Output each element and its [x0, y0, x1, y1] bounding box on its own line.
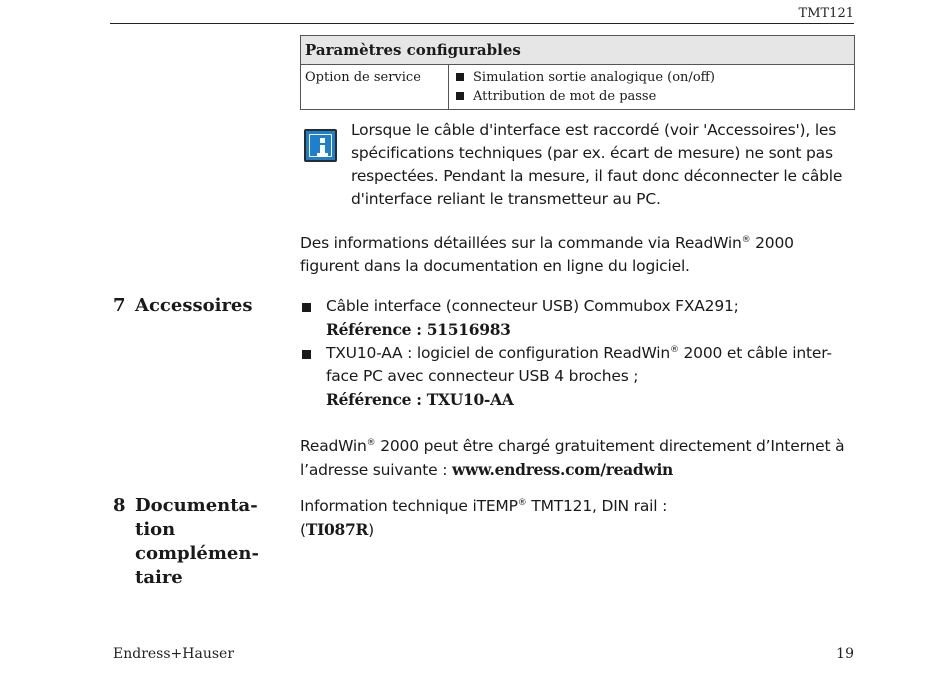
download-paragraph: [300, 435, 856, 482]
registered-mark: ®: [669, 344, 679, 355]
section-title-line: taire: [135, 567, 183, 588]
accessory-text: Câble interface (connecteur USB) Commubox FXA291;: [326, 297, 739, 315]
download-text: ReadWin: [300, 437, 367, 455]
registered-mark: ®: [517, 497, 527, 508]
row-label: Option de service: [301, 65, 449, 110]
registered-mark: ®: [366, 437, 376, 448]
info-note: [300, 119, 855, 211]
documentation-content: [300, 495, 856, 542]
section-title-line: complémen-: [135, 543, 259, 564]
list-item: [453, 87, 850, 106]
doc-reference: TI087R: [305, 520, 369, 539]
list-item: [300, 295, 856, 342]
section-title-line: Documenta-: [135, 495, 258, 516]
header-doc-id: TMT121: [798, 6, 854, 21]
section-8-heading: [113, 494, 259, 590]
header-rule: [110, 23, 854, 24]
section-number: 8: [113, 495, 126, 516]
accessory-reference: Référence : TXU10-AA: [326, 390, 514, 409]
bullet-square-icon: [302, 303, 311, 312]
list-item: [453, 68, 850, 87]
download-url-link[interactable]: www.endress.com/readwin: [451, 460, 674, 479]
readwin-info-text: Des informations détaillées sur la commande via ReadWin: [300, 234, 742, 252]
bullet-square-icon: [302, 350, 311, 359]
item-text: Simulation sortie analogique (on/off): [473, 70, 715, 85]
params-table-title: Paramètres configurables: [301, 36, 855, 65]
doc-ref-open: (: [300, 521, 306, 539]
doc-ref-close: ): [368, 521, 374, 539]
accessory-text-cont: 2000 et câble inter- face PC avec connecteur USB 4 broches ;: [326, 344, 832, 385]
readwin-info-paragraph: [300, 232, 856, 278]
params-table-row: [301, 65, 855, 110]
params-table-header-row: [301, 36, 855, 65]
section-title: Accessoires: [135, 295, 253, 316]
accessory-reference: Référence : 51516983: [326, 320, 511, 339]
footer-brand: Endress+Hauser: [113, 646, 235, 662]
info-icon: [304, 129, 337, 162]
list-item: [300, 342, 856, 412]
bullet-square-icon: [456, 73, 464, 81]
doc-text: Information technique iTEMP: [300, 497, 518, 515]
accessories-list: [300, 295, 856, 412]
page-number: 19: [836, 646, 854, 662]
note-text: Lorsque le câble d'interface est raccordé (voir 'Accessoires'), les spécifications techniques (par ex. écart de mesure) ne sont pas respectées. Pendant la mesure, il faut donc déconnecter le câble d'interface reliant le transmetteur au PC.: [351, 121, 843, 208]
registered-mark: ®: [741, 234, 751, 245]
readwin-info-text-cont: 2000 figurent dans la documentation en ligne du logiciel.: [300, 234, 794, 275]
accessories-content: [300, 295, 856, 482]
download-text-cont: 2000 peut être chargé gratuitement directement d’Internet à l’adresse suivante :: [300, 437, 845, 479]
doc-text-cont: TMT121, DIN rail :: [526, 497, 668, 515]
item-text: Attribution de mot de passe: [473, 89, 657, 104]
bullet-square-icon: [456, 92, 464, 100]
section-title-line: tion: [135, 519, 176, 540]
params-table: [300, 35, 855, 110]
row-values: [449, 65, 855, 110]
section-7-heading: [113, 294, 253, 318]
section-number: 7: [113, 295, 126, 316]
accessory-text: TXU10-AA : logiciel de configuration ReadWin: [326, 344, 670, 362]
